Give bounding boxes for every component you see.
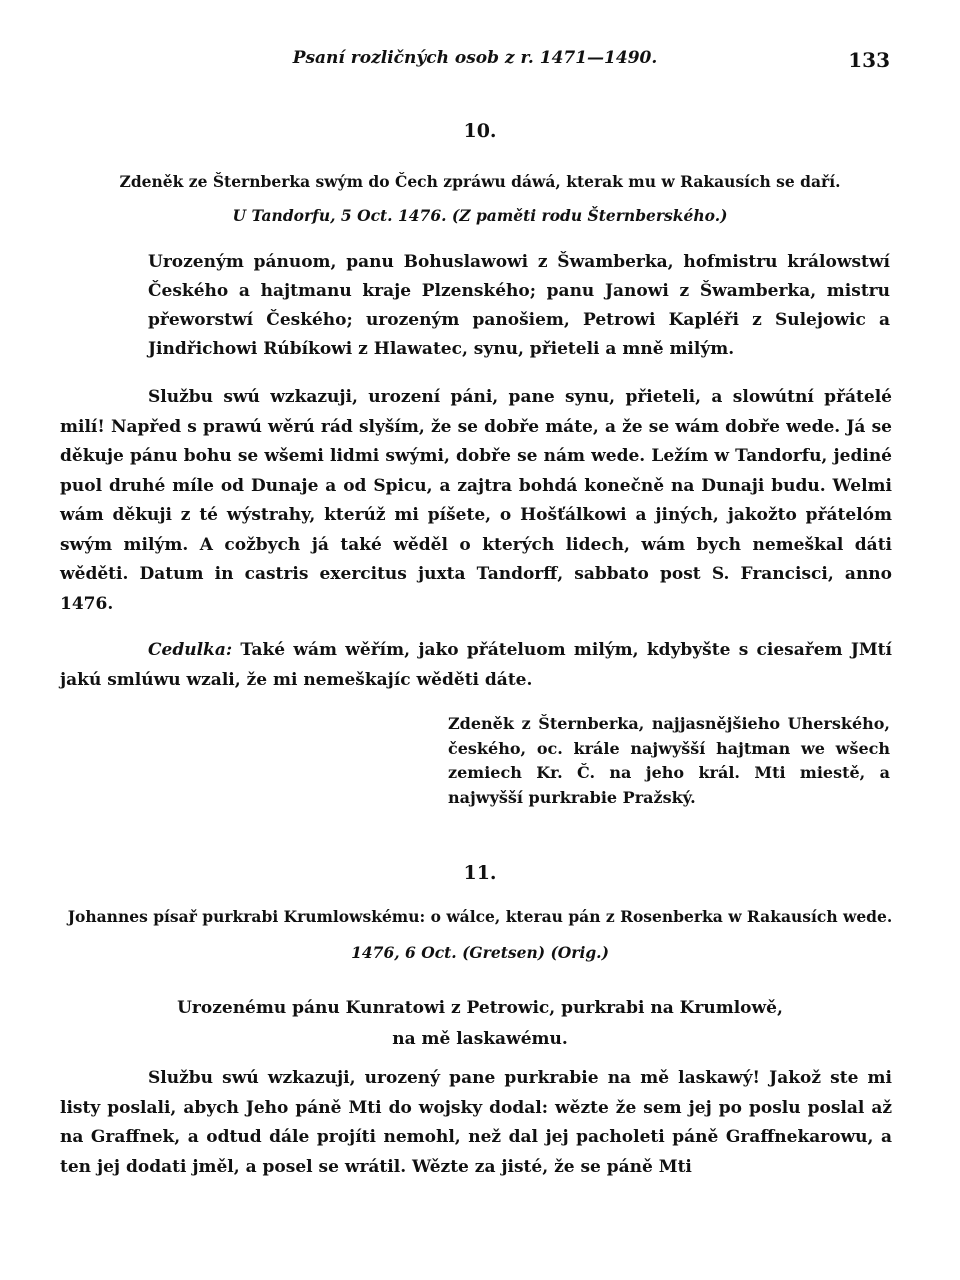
letter-postscript [60,636,892,695]
letter-address: Urozeným pánuom, panu Bohuslawowi z Šwamberka, hofmistru králowstwí Českého a hajtmanu kraje Plzenského; panu Janowi z Šwamberka, mistru přeworstwí Českého; urozeným panošiem, Petrowi Kapléři z Sulejowic a Jindřichowi Rúbíkowi z Hlawatec, synu, přieteli a mně milým. [148,252,890,359]
letter-number: 11. [463,862,497,884]
letter-number: 10. [463,120,497,142]
letter-dateline: U Tandorfu, 5 Oct. 1476. (Z paměti rodu Šternberského.) [232,206,728,225]
letter-body: Službu swú wzkazuji, urozený pane purkrabie na mě laskawý! Jakož ste mi listy poslali, abych Jeho páně Mti do wojsky dodal: wězte že sem jej po poslu poslal až na Graffnek, a odtud dále projíti nemohl, než dal jej pacholeti páně Graffnekarowu, a ten jej dodati jměl, a posel se wrátil. Wězte za jisté, že se páně Mti [60,1068,892,1177]
postscript-label: Cedulka: [148,640,233,660]
page-number: 133 [848,48,890,72]
letter-signature: Zdeněk z Šternberka, najjasnějšieho Uherského, českého, oc. krále najwyšší hajtman we wšech zemiech Kr. Č. na jeho král. Mti miestě, a najwyšší purkrabie Pražský. [448,714,890,807]
letter-dateline: 1476, 6 Oct. (Gretsen) (Orig.) [351,943,609,962]
postscript-text: Také wám wěřím, jako přáteluom milým, kdybyšte s ciesařem JMtí jakú smlúwu wzali, že mi nemeškajíc wěděti dáte. [60,640,892,690]
letter-summary: Johannes písař purkrabi Krumlowskému: o wálce, kterau pán z Rosenberka w Rakausích wede. [67,907,893,926]
address-line: na mě laskawému. [392,1029,568,1049]
letter-address [60,993,900,1055]
letter-body: Službu swú wzkazuji, urození páni, pane synu, přieteli, a slowútní přátelé milí! Napřed s prawú wěrú rád slyším, že se dobře máte, a že se wám dobře wede. Já se děkuje pánu bohu se wšemi lidmi swými, dobře se nám wede. Ležím w Tandorfu, jediné puol druhé míle od Dunaje a od Spicu, a zajtra bohdá konečně na Dunaji budu. Welmi wám děkuji z té wýstrahy, kterúž mi píšete, o Hošťálkowi a jiných, jakožto přátelóm swým milým. A cožbych já také wěděl o kterých lidech, wám bych nemeškal dáti wěděti. Datum in castris exercitus juxta Tandorff, sabbato post S. Francisci, anno 1476. [60,387,892,614]
address-line: Urozenému pánu Kunratowi z Petrowic, purkrabi na Krumlowě, [177,998,783,1018]
running-header [60,46,890,76]
letter-summary: Zdeněk ze Šternberka swým do Čech zpráwu dáwá, kterak mu w Rakausích se daří. [119,172,841,191]
running-title: Psaní rozličných osob z r. 1471—1490. [292,48,658,68]
